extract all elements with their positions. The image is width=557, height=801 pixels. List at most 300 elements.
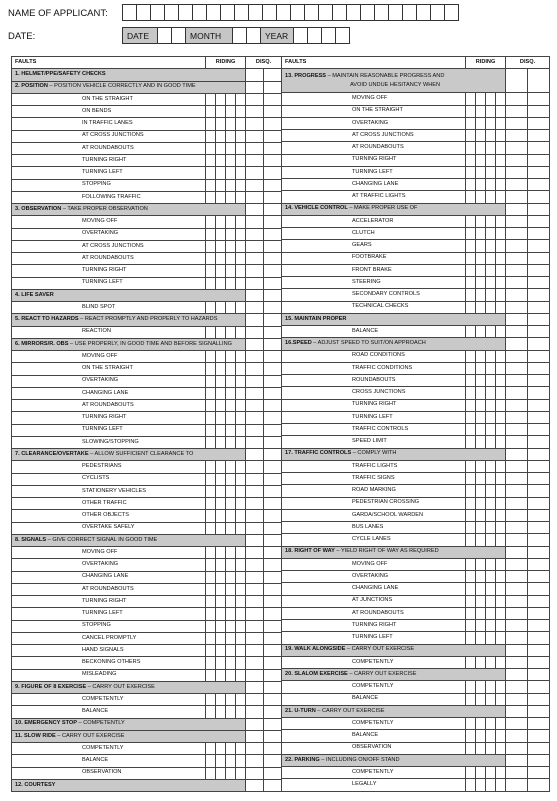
riding-mark-cell[interactable] bbox=[476, 595, 486, 607]
riding-mark-cell[interactable] bbox=[206, 473, 216, 485]
disq-mark-cell[interactable] bbox=[246, 583, 264, 595]
riding-mark-cell[interactable] bbox=[236, 583, 246, 595]
riding-mark-cell[interactable] bbox=[216, 240, 226, 252]
disq-mark-cell[interactable] bbox=[506, 69, 528, 93]
riding-mark-cell[interactable] bbox=[226, 547, 236, 559]
name-letter-box[interactable] bbox=[276, 4, 291, 21]
riding-mark-cell[interactable] bbox=[486, 595, 496, 607]
riding-mark-cell[interactable] bbox=[216, 277, 226, 289]
riding-mark-cell[interactable] bbox=[466, 632, 476, 644]
riding-mark-cell[interactable] bbox=[236, 473, 246, 485]
disq-mark-cell[interactable] bbox=[264, 204, 282, 216]
disq-mark-cell[interactable] bbox=[264, 314, 282, 326]
disq-mark-cell[interactable] bbox=[528, 546, 550, 558]
disq-mark-cell[interactable] bbox=[246, 767, 264, 779]
disq-mark-cell[interactable] bbox=[506, 252, 528, 264]
disq-mark-cell[interactable] bbox=[264, 106, 282, 118]
riding-mark-cell[interactable] bbox=[206, 706, 216, 718]
riding-mark-cell[interactable] bbox=[496, 166, 506, 178]
disq-mark-cell[interactable] bbox=[246, 485, 264, 497]
riding-mark-cell[interactable] bbox=[466, 693, 476, 705]
riding-mark-cell[interactable] bbox=[206, 216, 216, 228]
disq-mark-cell[interactable] bbox=[264, 461, 282, 473]
riding-mark-cell[interactable] bbox=[476, 509, 486, 521]
riding-mark-cell[interactable] bbox=[216, 596, 226, 608]
riding-mark-cell[interactable] bbox=[216, 155, 226, 167]
disq-mark-cell[interactable] bbox=[528, 448, 550, 460]
disq-mark-cell[interactable] bbox=[506, 375, 528, 387]
riding-mark-cell[interactable] bbox=[486, 473, 496, 485]
disq-mark-cell[interactable] bbox=[506, 656, 528, 668]
riding-mark-cell[interactable] bbox=[226, 510, 236, 522]
riding-mark-cell[interactable] bbox=[476, 387, 486, 399]
disq-mark-cell[interactable] bbox=[246, 461, 264, 473]
riding-mark-cell[interactable] bbox=[236, 743, 246, 755]
riding-mark-cell[interactable] bbox=[476, 583, 486, 595]
riding-mark-cell[interactable] bbox=[496, 473, 506, 485]
disq-mark-cell[interactable] bbox=[528, 166, 550, 178]
riding-mark-cell[interactable] bbox=[206, 118, 216, 130]
name-letter-box[interactable] bbox=[136, 4, 151, 21]
riding-mark-cell[interactable] bbox=[216, 583, 226, 595]
riding-mark-cell[interactable] bbox=[236, 93, 246, 105]
name-letter-box[interactable] bbox=[122, 4, 137, 21]
riding-mark-cell[interactable] bbox=[216, 412, 226, 424]
disq-mark-cell[interactable] bbox=[506, 583, 528, 595]
riding-mark-cell[interactable] bbox=[466, 730, 476, 742]
riding-mark-cell[interactable] bbox=[206, 167, 216, 179]
riding-mark-cell[interactable] bbox=[496, 681, 506, 693]
riding-mark-cell[interactable] bbox=[236, 106, 246, 118]
disq-mark-cell[interactable] bbox=[246, 510, 264, 522]
riding-mark-cell[interactable] bbox=[216, 228, 226, 240]
disq-mark-cell[interactable] bbox=[246, 559, 264, 571]
name-letter-box[interactable] bbox=[164, 4, 179, 21]
riding-mark-cell[interactable] bbox=[226, 387, 236, 399]
disq-mark-cell[interactable] bbox=[528, 252, 550, 264]
riding-mark-cell[interactable] bbox=[466, 350, 476, 362]
disq-mark-cell[interactable] bbox=[506, 436, 528, 448]
disq-mark-cell[interactable] bbox=[528, 362, 550, 374]
disq-mark-cell[interactable] bbox=[264, 338, 282, 350]
riding-mark-cell[interactable] bbox=[206, 302, 216, 314]
riding-mark-cell[interactable] bbox=[216, 191, 226, 203]
riding-mark-cell[interactable] bbox=[476, 424, 486, 436]
disq-mark-cell[interactable] bbox=[264, 142, 282, 154]
disq-mark-cell[interactable] bbox=[264, 755, 282, 767]
disq-mark-cell[interactable] bbox=[506, 718, 528, 730]
disq-mark-cell[interactable] bbox=[506, 705, 528, 717]
disq-mark-cell[interactable] bbox=[528, 767, 550, 779]
disq-mark-cell[interactable] bbox=[264, 681, 282, 693]
disq-mark-cell[interactable] bbox=[246, 351, 264, 363]
riding-mark-cell[interactable] bbox=[476, 350, 486, 362]
disq-mark-cell[interactable] bbox=[528, 215, 550, 227]
disq-mark-cell[interactable] bbox=[246, 191, 264, 203]
riding-mark-cell[interactable] bbox=[466, 681, 476, 693]
riding-mark-cell[interactable] bbox=[236, 277, 246, 289]
day-digit-2[interactable] bbox=[171, 27, 186, 44]
disq-mark-cell[interactable] bbox=[246, 632, 264, 644]
riding-mark-cell[interactable] bbox=[496, 436, 506, 448]
riding-mark-cell[interactable] bbox=[466, 620, 476, 632]
riding-mark-cell[interactable] bbox=[236, 216, 246, 228]
riding-mark-cell[interactable] bbox=[226, 363, 236, 375]
riding-mark-cell[interactable] bbox=[476, 375, 486, 387]
riding-mark-cell[interactable] bbox=[486, 387, 496, 399]
riding-mark-cell[interactable] bbox=[476, 620, 486, 632]
riding-mark-cell[interactable] bbox=[206, 596, 216, 608]
riding-mark-cell[interactable] bbox=[226, 326, 236, 338]
riding-mark-cell[interactable] bbox=[206, 645, 216, 657]
disq-mark-cell[interactable] bbox=[506, 485, 528, 497]
riding-mark-cell[interactable] bbox=[226, 608, 236, 620]
disq-mark-cell[interactable] bbox=[506, 240, 528, 252]
riding-mark-cell[interactable] bbox=[476, 693, 486, 705]
disq-mark-cell[interactable] bbox=[528, 326, 550, 338]
disq-mark-cell[interactable] bbox=[506, 289, 528, 301]
riding-mark-cell[interactable] bbox=[476, 497, 486, 509]
disq-mark-cell[interactable] bbox=[264, 571, 282, 583]
riding-mark-cell[interactable] bbox=[216, 694, 226, 706]
disq-mark-cell[interactable] bbox=[528, 509, 550, 521]
disq-mark-cell[interactable] bbox=[506, 179, 528, 191]
riding-mark-cell[interactable] bbox=[486, 656, 496, 668]
disq-mark-cell[interactable] bbox=[246, 449, 264, 461]
riding-mark-cell[interactable] bbox=[206, 694, 216, 706]
riding-mark-cell[interactable] bbox=[496, 215, 506, 227]
riding-mark-cell[interactable] bbox=[216, 326, 226, 338]
disq-mark-cell[interactable] bbox=[506, 277, 528, 289]
riding-mark-cell[interactable] bbox=[486, 93, 496, 105]
disq-mark-cell[interactable] bbox=[264, 240, 282, 252]
riding-mark-cell[interactable] bbox=[236, 559, 246, 571]
disq-mark-cell[interactable] bbox=[528, 742, 550, 754]
riding-mark-cell[interactable] bbox=[486, 742, 496, 754]
riding-mark-cell[interactable] bbox=[466, 509, 476, 521]
disq-mark-cell[interactable] bbox=[506, 154, 528, 166]
riding-mark-cell[interactable] bbox=[206, 522, 216, 534]
riding-mark-cell[interactable] bbox=[486, 607, 496, 619]
disq-mark-cell[interactable] bbox=[246, 718, 264, 730]
disq-mark-cell[interactable] bbox=[506, 191, 528, 203]
riding-mark-cell[interactable] bbox=[236, 706, 246, 718]
riding-mark-cell[interactable] bbox=[466, 485, 476, 497]
riding-mark-cell[interactable] bbox=[206, 608, 216, 620]
riding-mark-cell[interactable] bbox=[206, 228, 216, 240]
disq-mark-cell[interactable] bbox=[506, 509, 528, 521]
riding-mark-cell[interactable] bbox=[476, 742, 486, 754]
riding-mark-cell[interactable] bbox=[496, 350, 506, 362]
disq-mark-cell[interactable] bbox=[246, 204, 264, 216]
riding-mark-cell[interactable] bbox=[486, 350, 496, 362]
riding-mark-cell[interactable] bbox=[226, 473, 236, 485]
name-letter-box[interactable] bbox=[416, 4, 431, 21]
disq-mark-cell[interactable] bbox=[506, 644, 528, 656]
disq-mark-cell[interactable] bbox=[264, 547, 282, 559]
disq-mark-cell[interactable] bbox=[264, 743, 282, 755]
riding-mark-cell[interactable] bbox=[496, 154, 506, 166]
riding-mark-cell[interactable] bbox=[216, 485, 226, 497]
riding-mark-cell[interactable] bbox=[226, 498, 236, 510]
disq-mark-cell[interactable] bbox=[506, 362, 528, 374]
disq-mark-cell[interactable] bbox=[506, 424, 528, 436]
disq-mark-cell[interactable] bbox=[264, 559, 282, 571]
disq-mark-cell[interactable] bbox=[528, 93, 550, 105]
riding-mark-cell[interactable] bbox=[216, 302, 226, 314]
disq-mark-cell[interactable] bbox=[528, 583, 550, 595]
riding-mark-cell[interactable] bbox=[496, 105, 506, 117]
disq-mark-cell[interactable] bbox=[264, 645, 282, 657]
riding-mark-cell[interactable] bbox=[226, 265, 236, 277]
disq-mark-cell[interactable] bbox=[528, 681, 550, 693]
disq-mark-cell[interactable] bbox=[528, 203, 550, 215]
riding-mark-cell[interactable] bbox=[476, 632, 486, 644]
disq-mark-cell[interactable] bbox=[264, 669, 282, 681]
riding-mark-cell[interactable] bbox=[476, 767, 486, 779]
disq-mark-cell[interactable] bbox=[264, 118, 282, 130]
disq-mark-cell[interactable] bbox=[246, 596, 264, 608]
riding-mark-cell[interactable] bbox=[206, 326, 216, 338]
riding-mark-cell[interactable] bbox=[486, 301, 496, 313]
disq-mark-cell[interactable] bbox=[528, 301, 550, 313]
riding-mark-cell[interactable] bbox=[236, 412, 246, 424]
riding-mark-cell[interactable] bbox=[476, 228, 486, 240]
riding-mark-cell[interactable] bbox=[466, 252, 476, 264]
disq-mark-cell[interactable] bbox=[246, 253, 264, 265]
disq-mark-cell[interactable] bbox=[246, 179, 264, 191]
riding-mark-cell[interactable] bbox=[476, 779, 486, 791]
disq-mark-cell[interactable] bbox=[506, 387, 528, 399]
riding-mark-cell[interactable] bbox=[486, 509, 496, 521]
riding-mark-cell[interactable] bbox=[486, 497, 496, 509]
disq-mark-cell[interactable] bbox=[246, 118, 264, 130]
riding-mark-cell[interactable] bbox=[236, 240, 246, 252]
riding-mark-cell[interactable] bbox=[496, 509, 506, 521]
disq-mark-cell[interactable] bbox=[528, 595, 550, 607]
disq-mark-cell[interactable] bbox=[246, 400, 264, 412]
name-letter-box[interactable] bbox=[402, 4, 417, 21]
disq-mark-cell[interactable] bbox=[246, 522, 264, 534]
riding-mark-cell[interactable] bbox=[476, 362, 486, 374]
riding-mark-cell[interactable] bbox=[226, 461, 236, 473]
riding-mark-cell[interactable] bbox=[476, 105, 486, 117]
disq-mark-cell[interactable] bbox=[264, 424, 282, 436]
disq-mark-cell[interactable] bbox=[506, 130, 528, 142]
riding-mark-cell[interactable] bbox=[496, 522, 506, 534]
disq-mark-cell[interactable] bbox=[264, 191, 282, 203]
riding-mark-cell[interactable] bbox=[216, 130, 226, 142]
disq-mark-cell[interactable] bbox=[264, 277, 282, 289]
month-digit-2[interactable] bbox=[246, 27, 261, 44]
riding-mark-cell[interactable] bbox=[466, 362, 476, 374]
riding-mark-cell[interactable] bbox=[206, 755, 216, 767]
riding-mark-cell[interactable] bbox=[226, 277, 236, 289]
riding-mark-cell[interactable] bbox=[226, 106, 236, 118]
riding-mark-cell[interactable] bbox=[236, 142, 246, 154]
disq-mark-cell[interactable] bbox=[528, 69, 550, 93]
riding-mark-cell[interactable] bbox=[216, 620, 226, 632]
riding-mark-cell[interactable] bbox=[486, 142, 496, 154]
disq-mark-cell[interactable] bbox=[528, 754, 550, 766]
riding-mark-cell[interactable] bbox=[476, 326, 486, 338]
disq-mark-cell[interactable] bbox=[528, 375, 550, 387]
riding-mark-cell[interactable] bbox=[486, 277, 496, 289]
riding-mark-cell[interactable] bbox=[496, 558, 506, 570]
riding-mark-cell[interactable] bbox=[476, 130, 486, 142]
disq-mark-cell[interactable] bbox=[528, 117, 550, 129]
riding-mark-cell[interactable] bbox=[236, 400, 246, 412]
name-letter-box[interactable] bbox=[360, 4, 375, 21]
disq-mark-cell[interactable] bbox=[528, 644, 550, 656]
disq-mark-cell[interactable] bbox=[264, 767, 282, 779]
disq-mark-cell[interactable] bbox=[246, 69, 264, 81]
disq-mark-cell[interactable] bbox=[246, 657, 264, 669]
riding-mark-cell[interactable] bbox=[216, 571, 226, 583]
name-letter-box[interactable] bbox=[234, 4, 249, 21]
riding-mark-cell[interactable] bbox=[206, 485, 216, 497]
disq-mark-cell[interactable] bbox=[506, 595, 528, 607]
riding-mark-cell[interactable] bbox=[486, 436, 496, 448]
riding-mark-cell[interactable] bbox=[216, 473, 226, 485]
riding-mark-cell[interactable] bbox=[226, 436, 236, 448]
riding-mark-cell[interactable] bbox=[486, 166, 496, 178]
month-digit-1[interactable] bbox=[232, 27, 247, 44]
disq-mark-cell[interactable] bbox=[264, 253, 282, 265]
riding-mark-cell[interactable] bbox=[496, 93, 506, 105]
riding-mark-cell[interactable] bbox=[226, 253, 236, 265]
riding-mark-cell[interactable] bbox=[486, 485, 496, 497]
riding-mark-cell[interactable] bbox=[206, 657, 216, 669]
riding-mark-cell[interactable] bbox=[466, 264, 476, 276]
disq-mark-cell[interactable] bbox=[246, 314, 264, 326]
riding-mark-cell[interactable] bbox=[466, 375, 476, 387]
disq-mark-cell[interactable] bbox=[528, 705, 550, 717]
riding-mark-cell[interactable] bbox=[226, 412, 236, 424]
riding-mark-cell[interactable] bbox=[226, 755, 236, 767]
riding-mark-cell[interactable] bbox=[486, 620, 496, 632]
riding-mark-cell[interactable] bbox=[216, 657, 226, 669]
name-letter-box[interactable] bbox=[192, 4, 207, 21]
riding-mark-cell[interactable] bbox=[496, 583, 506, 595]
disq-mark-cell[interactable] bbox=[506, 681, 528, 693]
riding-mark-cell[interactable] bbox=[486, 632, 496, 644]
disq-mark-cell[interactable] bbox=[506, 693, 528, 705]
riding-mark-cell[interactable] bbox=[476, 460, 486, 472]
disq-mark-cell[interactable] bbox=[528, 460, 550, 472]
riding-mark-cell[interactable] bbox=[226, 216, 236, 228]
name-letter-box[interactable] bbox=[248, 4, 263, 21]
riding-mark-cell[interactable] bbox=[226, 240, 236, 252]
disq-mark-cell[interactable] bbox=[264, 583, 282, 595]
riding-mark-cell[interactable] bbox=[236, 694, 246, 706]
riding-mark-cell[interactable] bbox=[466, 460, 476, 472]
disq-mark-cell[interactable] bbox=[506, 632, 528, 644]
disq-mark-cell[interactable] bbox=[528, 779, 550, 791]
disq-mark-cell[interactable] bbox=[246, 375, 264, 387]
disq-mark-cell[interactable] bbox=[246, 730, 264, 742]
riding-mark-cell[interactable] bbox=[216, 706, 226, 718]
riding-mark-cell[interactable] bbox=[466, 607, 476, 619]
disq-mark-cell[interactable] bbox=[528, 473, 550, 485]
disq-mark-cell[interactable] bbox=[246, 106, 264, 118]
riding-mark-cell[interactable] bbox=[486, 583, 496, 595]
riding-mark-cell[interactable] bbox=[236, 669, 246, 681]
disq-mark-cell[interactable] bbox=[246, 620, 264, 632]
riding-mark-cell[interactable] bbox=[206, 191, 216, 203]
riding-mark-cell[interactable] bbox=[236, 608, 246, 620]
disq-mark-cell[interactable] bbox=[528, 179, 550, 191]
riding-mark-cell[interactable] bbox=[206, 400, 216, 412]
disq-mark-cell[interactable] bbox=[528, 522, 550, 534]
riding-mark-cell[interactable] bbox=[236, 302, 246, 314]
riding-mark-cell[interactable] bbox=[226, 375, 236, 387]
disq-mark-cell[interactable] bbox=[506, 264, 528, 276]
riding-mark-cell[interactable] bbox=[226, 559, 236, 571]
name-letter-box[interactable] bbox=[220, 4, 235, 21]
riding-mark-cell[interactable] bbox=[466, 228, 476, 240]
disq-mark-cell[interactable] bbox=[246, 338, 264, 350]
riding-mark-cell[interactable] bbox=[216, 743, 226, 755]
disq-mark-cell[interactable] bbox=[264, 706, 282, 718]
riding-mark-cell[interactable] bbox=[496, 252, 506, 264]
disq-mark-cell[interactable] bbox=[246, 571, 264, 583]
riding-mark-cell[interactable] bbox=[226, 130, 236, 142]
riding-mark-cell[interactable] bbox=[216, 351, 226, 363]
riding-mark-cell[interactable] bbox=[236, 179, 246, 191]
disq-mark-cell[interactable] bbox=[506, 460, 528, 472]
disq-mark-cell[interactable] bbox=[246, 167, 264, 179]
disq-mark-cell[interactable] bbox=[246, 277, 264, 289]
riding-mark-cell[interactable] bbox=[466, 166, 476, 178]
riding-mark-cell[interactable] bbox=[206, 375, 216, 387]
disq-mark-cell[interactable] bbox=[264, 596, 282, 608]
riding-mark-cell[interactable] bbox=[476, 117, 486, 129]
name-letter-box[interactable] bbox=[374, 4, 389, 21]
disq-mark-cell[interactable] bbox=[528, 718, 550, 730]
riding-mark-cell[interactable] bbox=[216, 632, 226, 644]
name-letter-box[interactable] bbox=[150, 4, 165, 21]
riding-mark-cell[interactable] bbox=[466, 142, 476, 154]
disq-mark-cell[interactable] bbox=[506, 203, 528, 215]
riding-mark-cell[interactable] bbox=[486, 191, 496, 203]
riding-mark-cell[interactable] bbox=[496, 460, 506, 472]
riding-mark-cell[interactable] bbox=[486, 289, 496, 301]
riding-mark-cell[interactable] bbox=[216, 645, 226, 657]
riding-mark-cell[interactable] bbox=[496, 240, 506, 252]
riding-mark-cell[interactable] bbox=[236, 253, 246, 265]
disq-mark-cell[interactable] bbox=[246, 681, 264, 693]
riding-mark-cell[interactable] bbox=[466, 767, 476, 779]
riding-mark-cell[interactable] bbox=[216, 424, 226, 436]
year-digit-4[interactable] bbox=[335, 27, 350, 44]
disq-mark-cell[interactable] bbox=[264, 779, 282, 791]
disq-mark-cell[interactable] bbox=[506, 411, 528, 423]
disq-mark-cell[interactable] bbox=[528, 436, 550, 448]
riding-mark-cell[interactable] bbox=[236, 657, 246, 669]
disq-mark-cell[interactable] bbox=[506, 497, 528, 509]
riding-mark-cell[interactable] bbox=[216, 522, 226, 534]
riding-mark-cell[interactable] bbox=[466, 583, 476, 595]
riding-mark-cell[interactable] bbox=[486, 767, 496, 779]
riding-mark-cell[interactable] bbox=[206, 265, 216, 277]
riding-mark-cell[interactable] bbox=[236, 522, 246, 534]
riding-mark-cell[interactable] bbox=[236, 755, 246, 767]
riding-mark-cell[interactable] bbox=[216, 93, 226, 105]
name-letter-box[interactable] bbox=[290, 4, 305, 21]
riding-mark-cell[interactable] bbox=[216, 547, 226, 559]
disq-mark-cell[interactable] bbox=[264, 620, 282, 632]
